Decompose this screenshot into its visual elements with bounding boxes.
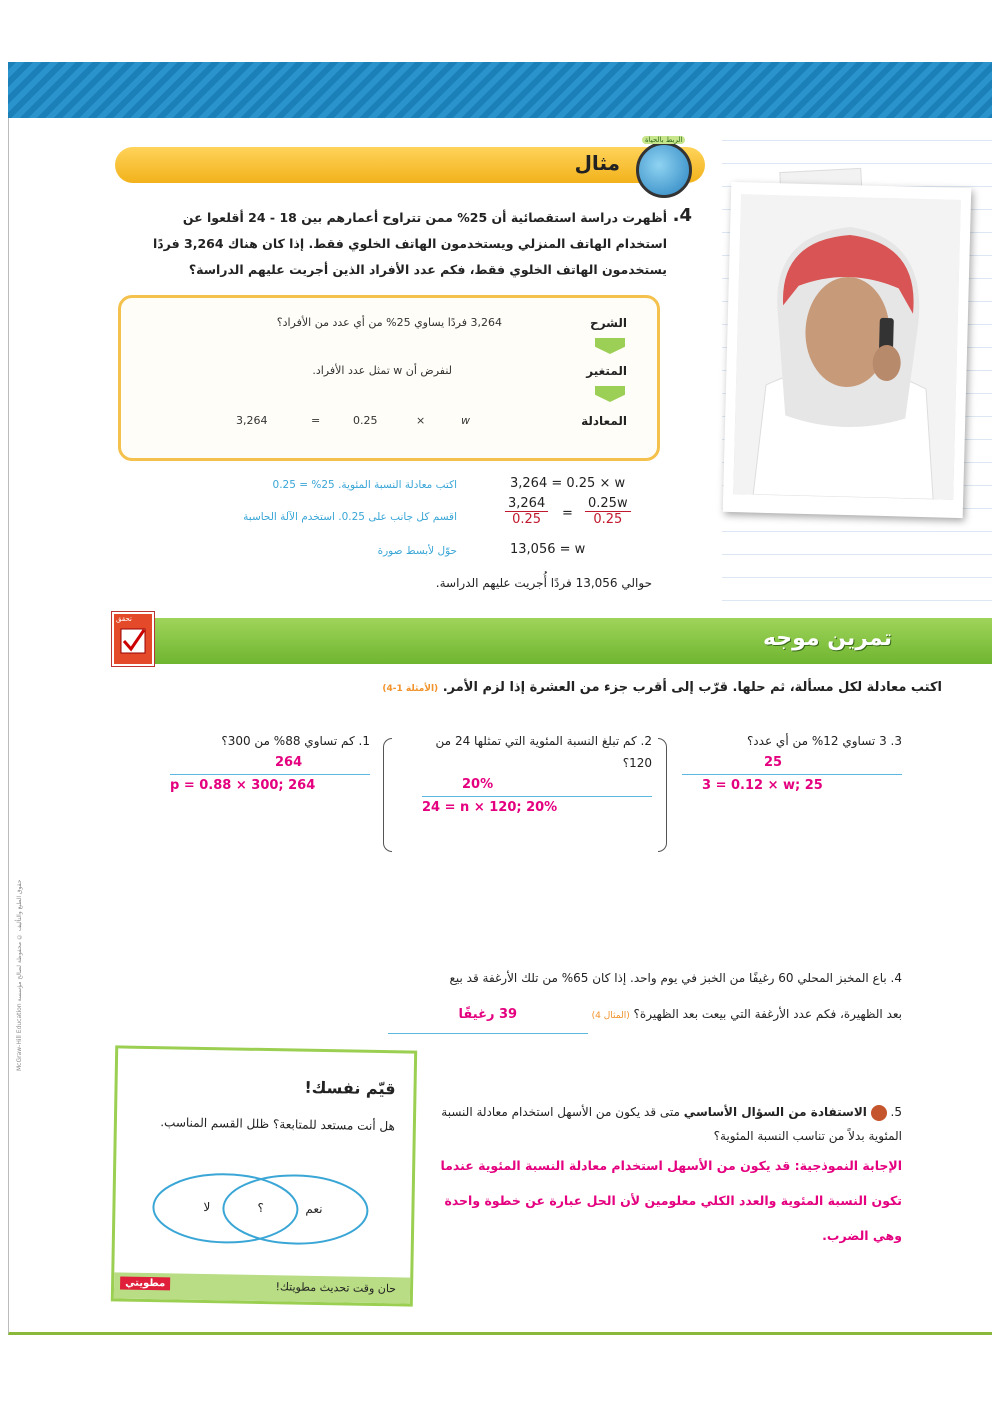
- explain-label: الشرح: [590, 316, 627, 330]
- question-text: كم تساوي 88% من 300؟: [221, 734, 355, 748]
- step2-equals: =: [562, 506, 573, 521]
- answer-field[interactable]: 25: [682, 752, 902, 775]
- model-box: [118, 295, 660, 461]
- down-arrow-icon: [595, 338, 625, 354]
- question-text: باع المخبز المحلي 60 رغيفًا من الخبز في يوم واحد. إذا كان 65% من تلك الأرغفة قد بيع: [449, 971, 887, 985]
- answer-field[interactable]: 39 رغيفًا: [388, 997, 588, 1034]
- question-text: متى قد يكون من الأسهل استخدام معادلة النسبة المئوية بدلاً من تناسب النسبة المئوية؟: [441, 1105, 902, 1143]
- step1-note: اكتب معادلة النسبة المئوية. 25% = 0.25: [272, 479, 457, 491]
- eq-rate: 0.25: [353, 414, 378, 427]
- step2-right-fraction: [585, 496, 631, 527]
- globe-icon: [636, 142, 692, 198]
- question-number: 3.: [890, 734, 902, 748]
- question-number: 5.: [890, 1105, 902, 1119]
- question-heading: الاستفادة من السؤال الأساسي: [683, 1105, 867, 1119]
- example-problem: أظهرت دراسة استقصائية أن 25% ممن تتراوح أعمارهم بين 18 - 24 أقلعوا عن استخدام الهاتف المنزلي ويستخدمون الهاتف الخلوي فقط. إذا كان هناك 3,264 فردًا يستخدمون الهاتف الخلوي فقط، فكم عدد الأفراد الذين أجريت عليهم الدراسة؟: [152, 210, 667, 277]
- instruction-ref: (الأمثلة 1-4): [382, 684, 439, 694]
- guided-practice-title: تمرين موجه: [762, 626, 892, 651]
- eq-var: w: [461, 414, 470, 427]
- question-number: 4.: [890, 971, 902, 985]
- eq-times: ×: [416, 414, 426, 427]
- eq-equals: =: [311, 414, 321, 427]
- question-4: [282, 960, 902, 1034]
- question-2: [422, 730, 652, 819]
- step3-math: 13,056 = w: [510, 542, 586, 557]
- explain-text: 3,264 فردًا يساوي 25% من أي عدد من الأفراد؟: [276, 316, 502, 329]
- step2-left-fraction: [505, 496, 548, 527]
- photo-frame: [723, 182, 972, 518]
- example-conclusion: حوالي 13,056 فردًا أُجريت عليهم الدراسة.: [435, 576, 652, 590]
- foldable-reminder: حان وقت تحديث مطويتك!: [275, 1280, 397, 1296]
- question-number: 2.: [640, 734, 652, 748]
- question-1: [170, 730, 370, 797]
- question-number: 1.: [358, 734, 370, 748]
- venn-maybe-label: ؟: [257, 1200, 264, 1216]
- equation-answer: 3 = 0.12 × w; 25: [702, 778, 823, 793]
- step2-note: اقسم كل جانب على 0.25. استخدم الآلة الحاسبة: [243, 511, 457, 523]
- variable-text: لنفرض أن w تمثل عدد الأفراد.: [312, 364, 452, 377]
- question-text: 3 تساوي 12% من أي عدد؟: [746, 734, 887, 748]
- question-5: [432, 1100, 902, 1253]
- check-icon: [112, 612, 154, 666]
- fraction-numerator: 3,264: [505, 496, 548, 512]
- self-check-footer: [114, 1272, 410, 1303]
- answer-field[interactable]: 20%: [422, 774, 652, 797]
- self-check-title: قيّم نفسك!: [304, 1077, 396, 1099]
- fraction-numerator: 0.25w: [585, 496, 631, 512]
- question-text: كم تبلغ النسبة المئوية التي تمثلها 24 من 120؟: [435, 734, 652, 770]
- answer-field[interactable]: الإجابة النموذجية: قد يكون من الأسهل استخدام معادلة النسبة المئوية عندما تكون النسبة المئوية والعدد الكلي معلومين لأن الحل عبارة عن خطوة واحدة وهي الضرب.: [440, 1158, 902, 1243]
- equation-answer: 24 = n × 120; 20%: [422, 800, 558, 815]
- copyright-credit: حقوق الطبع والتأليف © محفوظة لصالح مؤسسة McGraw-Hill Education: [16, 880, 23, 1072]
- down-arrow-icon: [595, 386, 625, 402]
- example-number: 4.: [672, 205, 692, 226]
- self-check-box: [111, 1045, 417, 1306]
- equation-answer: p = 0.88 × 300; 264: [170, 778, 316, 793]
- column-divider: [383, 738, 392, 852]
- question-3: [682, 730, 902, 797]
- man-on-phone-photo: [733, 194, 961, 500]
- column-divider: [658, 738, 667, 852]
- step1-math: 3,264 = 0.25 × w: [510, 476, 626, 491]
- top-banner: [8, 62, 992, 118]
- essential-question-icon: [871, 1105, 887, 1121]
- instruction-text: اكتب معادلة لكل مسألة، ثم حلها. قرّب إلى أقرب جزء من العشرة إذا لزم الأمر.: [442, 680, 942, 695]
- foldable-tag: مطويتي: [120, 1277, 170, 1291]
- venn-no-label: لا: [203, 1199, 211, 1215]
- question-text: بعد الظهيرة، فكم عدد الأرغفة التي بيعت بعد الظهيرة؟: [633, 1007, 902, 1021]
- example-banner: [115, 147, 705, 183]
- self-check-question: هل أنت مستعد للمتابعة؟ ظلل القسم المناسب.: [160, 1115, 396, 1134]
- answer-field[interactable]: 264: [170, 752, 370, 775]
- variable-label: المتغير: [586, 364, 627, 378]
- fraction-denominator: 0.25: [512, 512, 542, 527]
- question-ref: (المثال 4): [591, 1011, 630, 1021]
- venn-yes-label: نعم: [305, 1201, 323, 1217]
- check-label: تحقق: [116, 615, 132, 623]
- eq-left: 3,264: [236, 414, 268, 427]
- real-world-label: الربط بالحياة: [642, 136, 685, 144]
- example-title: مثال: [574, 151, 620, 175]
- step3-note: حوّل لأبسط صورة: [377, 545, 457, 557]
- equation-label: المعادلة: [581, 414, 627, 428]
- guided-instruction: [382, 680, 942, 695]
- fraction-denominator: 0.25: [593, 512, 623, 527]
